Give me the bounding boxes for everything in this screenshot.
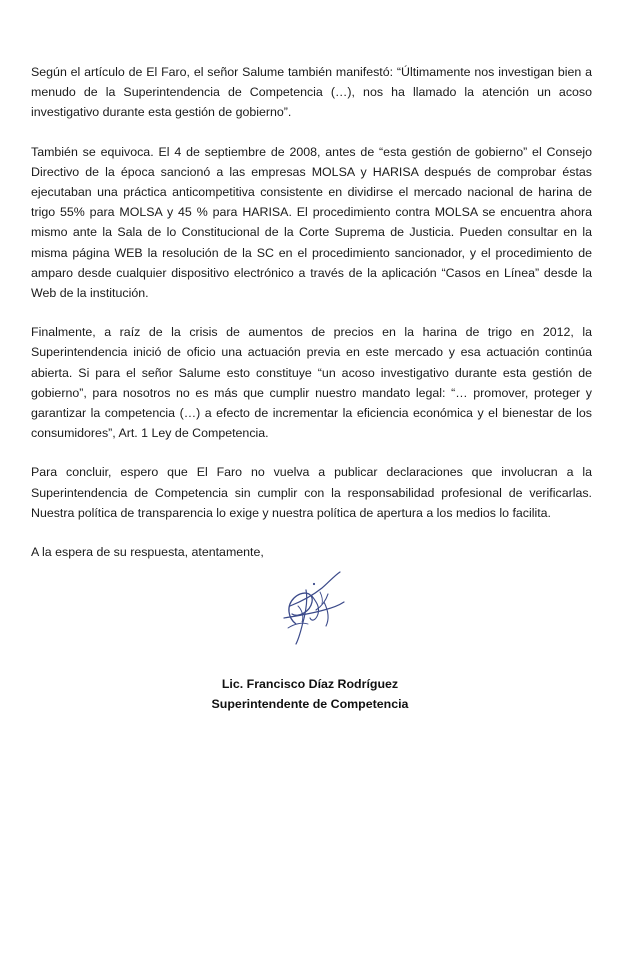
handwritten-signature: [276, 566, 350, 646]
signature-block: [205, 674, 415, 714]
paragraph-quote: Según el artículo de El Faro, el señor Salume también manifestó: “Últimamente nos investigan bien a menudo de la Superintendencia de Competencia (…), nos ha llamado la atención un acoso investigativo durante esta gestión de gobierno”.: [31, 65, 592, 120]
signatory-name: Lic. Francisco Díaz Rodríguez: [221, 677, 399, 691]
signatory-title: Superintendente de Competencia: [211, 697, 409, 711]
letter-body: [31, 62, 592, 581]
paragraph-conclusion: Para concluir, espero que El Faro no vuelva a publicar declaraciones que involucran a la Superintendencia de Competencia sin cumplir con la responsabilidad profesional de verificarlas. Nuestra política de transparencia lo exige y nuestra política de apertura a los medios lo facilita.: [31, 465, 592, 520]
closing-line: A la espera de su respuesta, atentamente,: [31, 545, 264, 560]
signature-drawing: [276, 566, 350, 646]
paragraph-investigation: Finalmente, a raíz de la crisis de aumentos de precios en la harina de trigo en 2012, la Superintendencia inició de oficio una actuación previa en este mercado y esa actuación continúa abierta. Si para el señor Salume esto constituye “un acoso investigativo durante esta gestión de gobierno”, para nosotros no es más que cumplir nuestro mandato legal: “… promover, proteger y garantizar la competencia (…) a efecto de incrementar la eficiencia económica y el bienestar de los consumidores”, Art. 1 Ley de Competencia.: [31, 325, 592, 441]
paragraph-sanction: También se equivoca. El 4 de septiembre de 2008, antes de “esta gestión de gobierno” el Consejo Directivo de la época sancionó a las empresas MOLSA y HARISA después de comprobar éstas ejecutaban una práctica anticompetitiva consistente en dividirse el mercado nacional de harina de trigo 55% para MOLSA y 45 % para HARISA. El procedimiento contra MOLSA se encuentra ahora mismo ante la Sala de lo Constitucional de la Corte Suprema de Justicia. Pueden consultar en la misma página WEB la resolución de la SC en el procedimiento sancionador, y el procedimiento de amparo desde cualquier dispositivo electrónico a través de la aplicación “Casos en Línea” desde la Web de la institución.: [31, 144, 592, 301]
